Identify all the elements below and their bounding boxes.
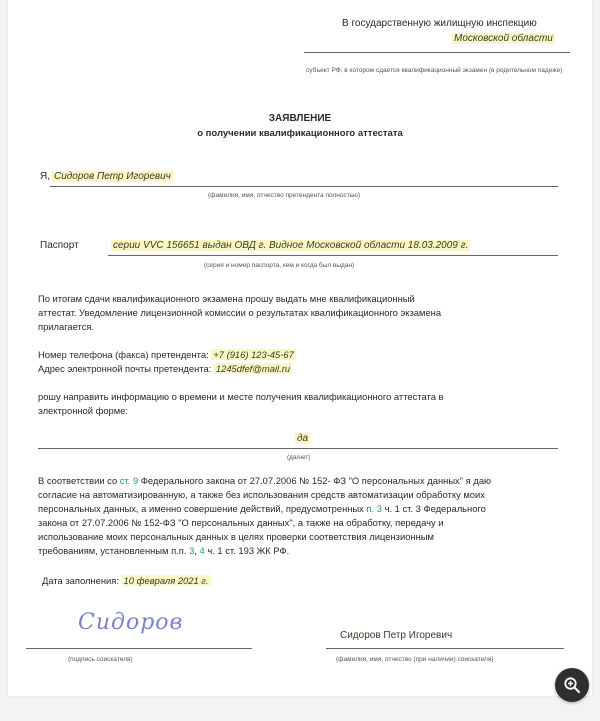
- code-point-4-link[interactable]: 4: [199, 545, 205, 556]
- document-subtitle: о получении квалификационного аттестата: [197, 128, 403, 139]
- zoom-in-icon: [563, 676, 581, 694]
- request-line-1: По итогам сдачи квалификационного экзамена прошу выдать мне квалификационный: [38, 293, 415, 304]
- date-value: 10 февраля 2021 г.: [123, 575, 209, 586]
- consent-text-1b: Федерального закона от 27.07.2006 № 152- ФЗ "О персональных данных" я даю: [138, 475, 492, 486]
- recipient-line: В государственную жилищную инспекцию: [342, 18, 537, 29]
- zoom-button[interactable]: [555, 668, 589, 702]
- law-point-link[interactable]: п. 3: [366, 503, 382, 514]
- signer-name: Сидоров Петр Игоревич: [340, 630, 453, 641]
- passport-label: Паспорт: [40, 240, 79, 251]
- applicant-name: Сидоров Петр Игоревич: [54, 171, 171, 182]
- recipient-region: Московской области: [454, 33, 553, 44]
- applicant-prefix: Я,: [40, 171, 50, 182]
- consent-text-1a: В соответствии со: [38, 475, 120, 486]
- law-article-link[interactable]: ст. 9: [119, 475, 139, 486]
- consent-line-2: согласие на автоматизированную, а также без использования средств автоматизации обработку моих: [38, 489, 485, 500]
- notify-underline: [38, 448, 558, 449]
- phone-value: +7 (916) 123-45-67: [213, 349, 294, 360]
- signature-caption: (подпись соискателя): [68, 656, 133, 663]
- email-row: [38, 362, 292, 376]
- passport-caption: (серия и номер паспорта, кем и когда был выдан): [204, 262, 355, 269]
- consent-text-3b: ч. 1 ст. 3 Федерального: [381, 503, 486, 514]
- consent-line-4: закона от 27.07.2006 № 152-ФЗ "О персональных данных", а также на обработку, передачу и: [38, 517, 444, 528]
- region-underline: [304, 52, 570, 53]
- notify-answer: да: [297, 433, 309, 444]
- consent-text-6b: ,: [194, 545, 200, 556]
- email-label: Адрес электронной почты претендента:: [38, 363, 212, 374]
- phone-row: [38, 348, 296, 362]
- email-value: 1245dfef@mail.ru: [215, 363, 291, 374]
- signer-underline: [326, 648, 564, 649]
- notify-caption: (да/нет): [287, 454, 311, 461]
- passport-underline: [108, 255, 558, 256]
- consent-line-3: [38, 502, 486, 516]
- applicant-underline: [50, 186, 558, 187]
- consent-text-3a: персональных данных, а именно совершение действий, предусмотренных: [38, 503, 367, 514]
- applicant-caption: (фамилия, имя, отчество претендента полностью): [208, 192, 361, 199]
- consent-line-5: использование моих персональных данных в целях проверки соответствия лицензионным: [38, 531, 434, 542]
- document-page: [8, 0, 592, 696]
- date-label: Дата заполнения:: [42, 575, 119, 586]
- consent-text-6c: ч. 1 ст. 193 ЖК РФ.: [204, 545, 290, 556]
- request-line-2: аттестат. Уведомление лицензионной комиссии о результатах квалификационного экзамена: [38, 307, 442, 318]
- passport-value: серии VVC 156651 выдан ОВД г. Видное Московской области 18.03.2009 г.: [113, 240, 469, 251]
- region-caption: субъект РФ, в котором сдается квалификационный экзамен (в родительном падеже): [306, 67, 563, 74]
- phone-label: Номер телефона (факса) претендента:: [38, 349, 209, 360]
- consent-text-6a: требованиям, установленным п.п.: [38, 545, 190, 556]
- request-line-3: прилагается.: [38, 321, 95, 332]
- signature-underline: [26, 648, 252, 649]
- document-title: ЗАЯВЛЕНИЕ: [268, 113, 332, 124]
- handwritten-signature: Сидоров: [78, 610, 184, 635]
- consent-line-6: [38, 544, 289, 558]
- date-row: [42, 574, 211, 588]
- notify-line-1: рошу направить информацию о времени и месте получения квалификационного аттестата в: [38, 391, 444, 402]
- code-point-3-link[interactable]: 3: [189, 545, 195, 556]
- consent-line-1: [38, 474, 491, 488]
- signer-caption: (фамилия, имя, отчество (при наличии) соискателя): [336, 656, 494, 663]
- notify-line-2: электронной форме:: [38, 405, 129, 416]
